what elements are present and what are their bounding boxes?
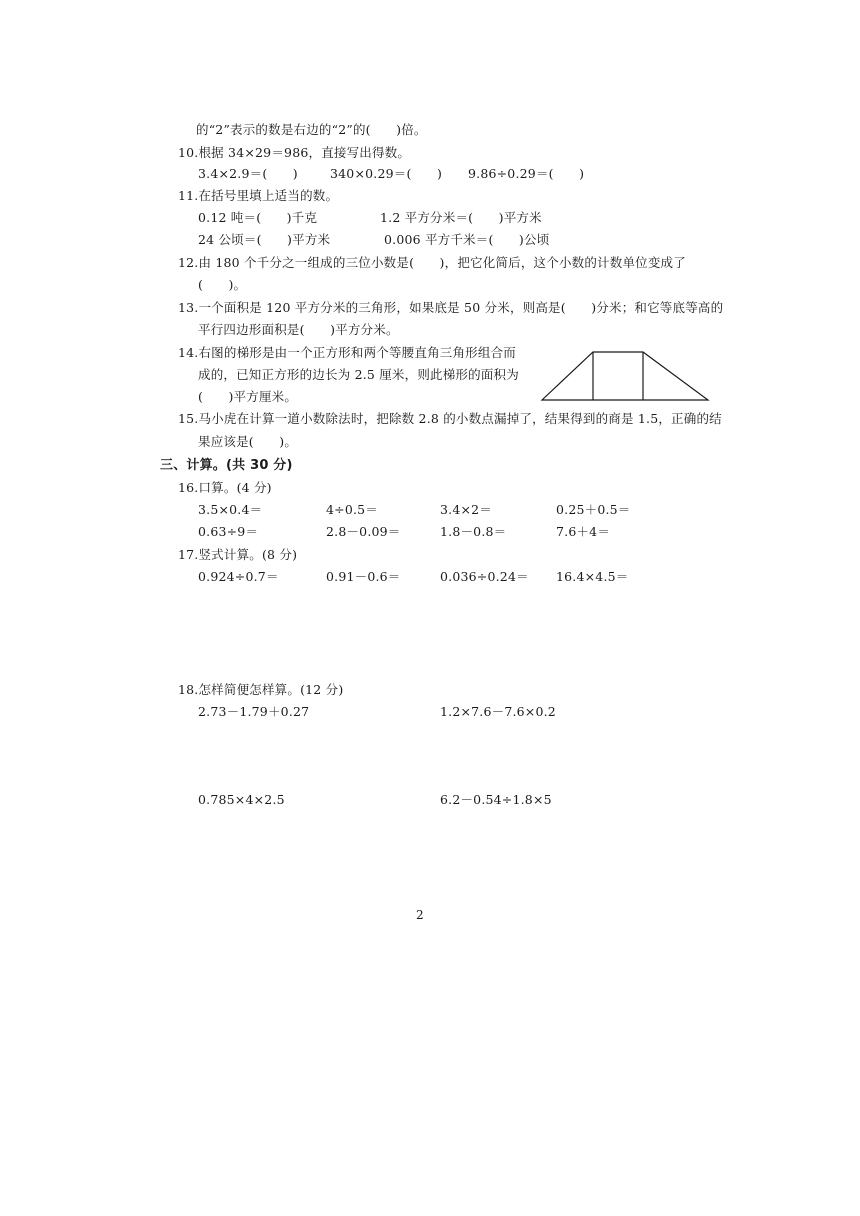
q18-item-1: 2.73－1.79＋0.27 bbox=[198, 704, 310, 719]
q10-stem: 10.根据 34×29＝986，直接写出得数。 bbox=[178, 145, 411, 160]
q16-item-3: 3.4×2＝ bbox=[440, 502, 493, 517]
q13-line-2: 平行四边形面积是( )平方分米。 bbox=[198, 322, 399, 337]
section-3-heading: 三、计算。(共 30 分) bbox=[160, 458, 293, 473]
q16-item-4: 0.25＋0.5＝ bbox=[556, 502, 631, 517]
q14-line-3: ( )平方厘米。 bbox=[198, 389, 298, 404]
trapezoid-outline bbox=[542, 352, 708, 400]
q11-stem: 11.在括号里填上适当的数。 bbox=[178, 188, 339, 203]
page-number: 2 bbox=[416, 908, 424, 922]
q16-item-7: 1.8－0.8＝ bbox=[440, 524, 507, 539]
q12-line-1: 12.由 180 个千分之一组成的三位小数是( )，把它化简后，这个小数的计数单位变成了 bbox=[178, 255, 686, 270]
q18-item-2: 1.2×7.6－7.6×0.2 bbox=[440, 704, 556, 719]
q10-item-1: 3.4×2.9＝( ) bbox=[198, 166, 298, 181]
q17-item-2: 0.91－0.6＝ bbox=[326, 569, 401, 584]
q11-item-1: 0.12 吨＝( )千克 bbox=[198, 210, 318, 225]
q17-item-1: 0.924÷0.7＝ bbox=[198, 569, 279, 584]
q18-item-4: 6.2－0.54÷1.8×5 bbox=[440, 792, 552, 807]
q12-line-2: ( )。 bbox=[198, 277, 247, 292]
q11-item-3: 24 公顷＝( )平方米 bbox=[198, 232, 331, 247]
q14-line-1: 14.右图的梯形是由一个正方形和两个等腰直角三角形组合而 bbox=[178, 345, 516, 360]
q11-item-4: 0.006 平方千米＝( )公顷 bbox=[384, 232, 550, 247]
q9-continuation: 的“2”表示的数是右边的“2”的( )倍。 bbox=[196, 122, 427, 137]
q14-line-2: 成的，已知正方形的边长为 2.5 厘米，则此梯形的面积为 bbox=[198, 367, 519, 382]
q17-stem: 17.竖式计算。(8 分) bbox=[178, 547, 298, 562]
q16-stem: 16.口算。(4 分) bbox=[178, 480, 272, 495]
q16-item-1: 3.5×0.4＝ bbox=[198, 502, 263, 517]
q15-line-2: 果应该是( )。 bbox=[198, 434, 298, 449]
q11-item-2: 1.2 平方分米＝( )平方米 bbox=[380, 210, 542, 225]
q15-line-1: 15.马小虎在计算一道小数除法时，把除数 2.8 的小数点漏掉了，结果得到的商是 1.5，正确的结 bbox=[178, 411, 722, 426]
q10-item-3: 9.86÷0.29＝( ) bbox=[468, 166, 585, 181]
q16-item-6: 2.8－0.09＝ bbox=[326, 524, 401, 539]
q10-item-2: 340×0.29＝( ) bbox=[330, 166, 443, 181]
q17-item-3: 0.036÷0.24＝ bbox=[440, 569, 529, 584]
q18-stem: 18.怎样简便怎样算。(12 分) bbox=[178, 682, 344, 697]
q16-item-8: 7.6＋4＝ bbox=[556, 524, 611, 539]
q16-item-2: 4÷0.5＝ bbox=[326, 502, 379, 517]
q18-item-3: 0.785×4×2.5 bbox=[198, 792, 285, 807]
q17-item-4: 16.4×4.5＝ bbox=[556, 569, 629, 584]
trapezoid-figure bbox=[540, 350, 710, 402]
q13-line-1: 13.一个面积是 120 平方分米的三角形，如果底是 50 分米，则高是( )分米；和它等底等高的 bbox=[178, 300, 724, 315]
q16-item-5: 0.63÷9＝ bbox=[198, 524, 259, 539]
